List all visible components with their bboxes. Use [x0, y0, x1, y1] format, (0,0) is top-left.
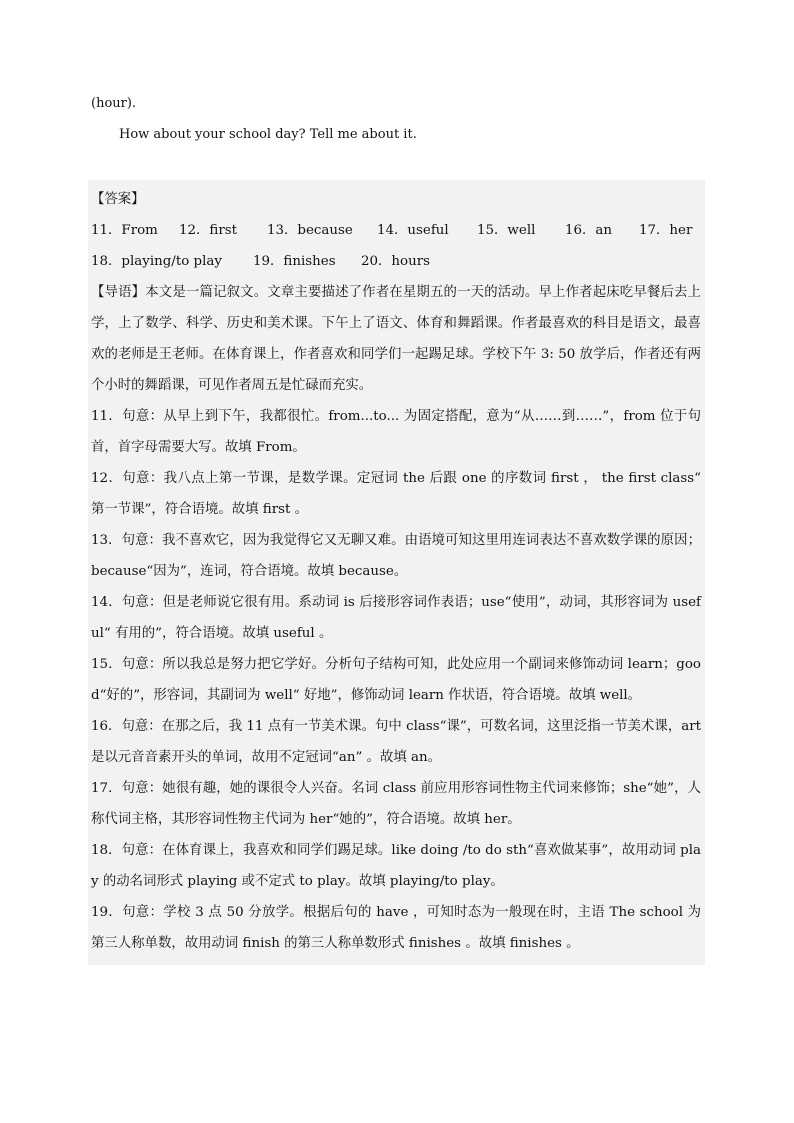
- answer-14: 14．useful: [377, 223, 449, 238]
- explanation-11: 11．句意：从早上到下午，我都很忙。from...to... 为固定搭配，意为“从……到……”，from 位于句首，首字母需要大写。故填 From。: [91, 409, 701, 455]
- answer-15: 15．well: [477, 223, 536, 238]
- explanation-15: 15．句意：所以我总是努力把它学好。分析句子结构可知，此处应用一个副词来修饰动词 learn；good“好的”，形容词，其副词为 well“ 好地”，修饰动词 learn 作状语，符合语境。故填 well。: [91, 657, 701, 703]
- explanation-14: 14．句意：但是老师说它很有用。系动词 is 后接形容词作表语；use“使用”，动词，其形容词为 useful“ 有用的”，符合语境。故填 useful 。: [91, 595, 701, 641]
- answers-row-1: [91, 215, 701, 246]
- answer-13: 13．because: [267, 223, 353, 238]
- answer-18: 18．playing/to play: [91, 254, 222, 269]
- guide-paragraph: 【导语】本文是一篇记叙文。文章主要描述了作者在星期五的一天的活动。早上作者起床吃早餐后去上学，上了数学、科学、历史和美术课。下午上了语文、体育和舞蹈课。作者最喜欢的科目是语文，最喜欢的老师是王老师。在体育课上，作者喜欢和同学们一起踢足球。学校下午 3: 50 放学后，作者还有两个小时的舞蹈课，可见作者周五是忙碌而充实。: [91, 285, 701, 393]
- explanation-19: 19．句意：学校 3 点 50 分放学。根据后句的 have ，可知时态为一般现在时，主语 The school 为第三人称单数，故用动词 finish 的第三人称单数形式 finishes 。故填 finishes 。: [91, 905, 701, 951]
- intro-line-hour: (hour).: [91, 96, 137, 111]
- answer-20: 20．hours: [361, 254, 431, 269]
- answer-12: 12．first: [179, 223, 238, 238]
- explanation-12: 12．句意：我八点上第一节课，是数学课。定冠词 the 后跟 one 的序数词 first ， the first class“ 第一节课”，符合语境。故填 first 。: [91, 471, 701, 517]
- explanation-17: 17．句意：她很有趣，她的课很令人兴奋。名词 class 前应用形容词性物主代词来修饰；she“她”，人称代词主格，其形容词性物主代词为 her“她的”，符合语境。故填 her。: [91, 781, 701, 827]
- answer-17: 17．her: [639, 223, 693, 238]
- answer-heading: 【答案】: [91, 192, 145, 207]
- intro-line-question: How about your school day? Tell me about it.: [119, 127, 417, 142]
- answer-16: 16．an: [565, 223, 613, 238]
- answer-block: [88, 180, 705, 965]
- explanation-18: 18．句意：在体育课上，我喜欢和同学们踢足球。like doing /to do sth“喜欢做某事”，故用动词 play 的动名词形式 playing 或不定式 to play。故填 playing/to play。: [91, 843, 701, 889]
- answer-11: 11．From: [91, 223, 158, 238]
- explanation-13: 13．句意：我不喜欢它，因为我觉得它又无聊又难。由语境可知这里用连词表达不喜欢数学课的原因；because“因为”，连词，符合语境。故填 because。: [91, 533, 701, 579]
- answers-row-2: [91, 246, 701, 277]
- explanation-16: 16．句意：在那之后，我 11 点有一节美术课。句中 class“课”，可数名词，这里泛指一节美术课，art 是以元音音素开头的单词，故用不定冠词“an” 。故填 an。: [91, 719, 701, 765]
- answer-19: 19．finishes: [253, 254, 336, 269]
